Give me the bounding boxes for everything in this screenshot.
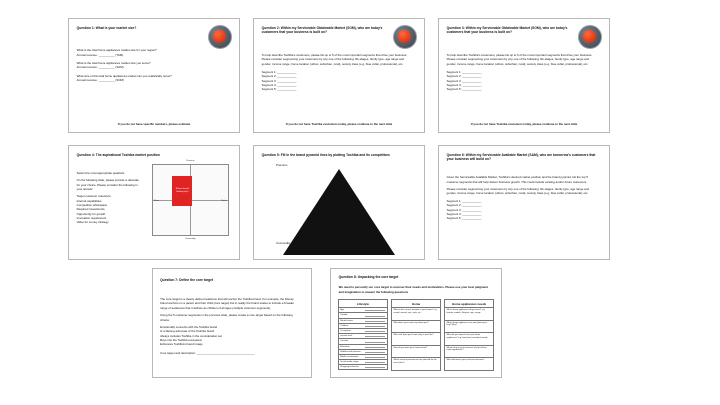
table-row[interactable]: Which home appliances are you planning to buy? Why? [444,321,494,333]
slide-body-line: To help describe Toshiba's customers, please list up to 5 of the most important segments that drive your business. Please consider segmenting your customers by any one of the following: life-stages, family type, age range and gender, income range, home location (urban, suburban, rural), society class (e.g. blue collar, professional), etc. [261,52,408,66]
table-row[interactable]: What influences your purchase decision? [444,358,494,370]
segment-field[interactable]: Segment 4: ____________ [446,211,482,216]
slide-intro: We need to personify our core target to uncover their needs and motivations. Please use your best judgment and imagination to answer the following questions [338,285,488,294]
toshiba-logo-icon [208,25,232,49]
slide-title: Question 1: What is your market size? [76,25,137,30]
slide-thumbnail-7[interactable] [152,268,312,378]
segment-field[interactable]: Segment 1: ____________ [446,69,482,74]
bullet-item: Buys into the Toshiba ecosystem [160,337,203,342]
pyramid-label-bottom: Commodity [276,241,291,246]
slide-body-line: What is the total home appliances market size you serve? [76,61,151,66]
slide-body-line: Please consider segmenting your customers by any one of the following: life-stages, family type, age range and gender, income range, home location (urban, suburban, rural), society class (e.g. blue collar, professional), etc. [446,187,590,196]
bullet-item: Required investments [76,207,105,212]
bullet-item: Internal capabilities [76,198,102,203]
table-column-home-appliances-needs [444,299,494,370]
segment-field[interactable]: Segment 5: ____________ [446,216,482,221]
positioning-quadrant-chart [152,160,229,241]
table-row[interactable]: Income level: [338,334,388,339]
slide-title: Question 3: Within my Serviceable Obtainable Market (SOM), who are today's customers that your business is built on? [446,25,568,35]
bullet-item: Always includes Toshiba in the consideration set [160,333,222,338]
slide-footer: If you do not have Toshiba customers today, please continue to the next slide [285,122,393,127]
table-row[interactable]: Which home improvements are planned for the near future? [391,358,441,370]
bullet-item: Is a lifelong advocate of the Toshiba brand [160,329,215,334]
segment-field[interactable]: Segment 2: ____________ [446,203,482,208]
toshiba-logo-icon [578,25,602,49]
slide-thumbnail-5[interactable] [253,145,425,260]
segment-field[interactable]: Segment 3: ____________ [261,78,297,83]
table-row[interactable]: Gender: [338,313,388,318]
table-row[interactable]: What does your home say about you? [391,321,441,333]
slide-title: Question 8: Unpacking the core target [338,275,399,280]
slide-body-line: The core target is a clearly defined audience that will anchor the Toshiba brand. For example, the Disney brand anchors on a parent and their child (core target) but in reality the brand scales to include a broader range of audiences that it defines as children of all ages (multiple customer segments). [160,297,295,310]
table-row[interactable]: Location: [338,339,388,344]
table-row[interactable]: Occupation: [338,329,388,334]
slide-thumbnail-8[interactable] [330,268,502,378]
table-column-home [391,299,441,370]
slide-body-line: To help describe Toshiba's customers, please list up to 5 of the most important segments that drive your business. Please consider segmenting your customers by any one of the following: life-stages, family type, age range and gender, income range, home location (urban, suburban, rural), society class (e.g. blue collar, professional), etc. [446,52,593,66]
table-row[interactable]: Hobbies and interests: [338,350,388,355]
table-row[interactable]: Children: [338,324,388,329]
segment-field[interactable]: Segment 1: ____________ [446,198,482,203]
toshiba-logo-icon [393,25,417,49]
table-row[interactable]: Where do you go to research and purchase home appliances? [444,346,494,358]
segment-field[interactable]: Segment 2: ____________ [446,74,482,79]
pyramid-label-top: Premium [276,163,288,168]
pyramid-shape [283,169,395,255]
bullet-item: Target customer relevance [76,194,111,199]
bullet-item: Value for money strategy [76,220,109,225]
slide-title: Question 6: Within my Serviceable Available Market (SAM), who are tomorrow's customers that your business will build on? [446,152,596,162]
slide-footer: If you do not have specific numbers, please estimate [117,122,191,127]
segment-field[interactable]: Segment 4: ____________ [446,83,482,88]
quadrant-highlight: Where should Toshiba play? [172,176,191,205]
bullet-item: Emotionally connects with the Toshiba brand [160,324,218,329]
slide-thumbnail-6[interactable] [438,145,610,260]
segment-field[interactable]: Segment 5: ____________ [261,87,297,92]
slide-thumbnail-1[interactable] [68,18,240,133]
slide-body-line: Annual revenue: __________ (TAM) [76,52,124,57]
table-row[interactable]: Media consumption: [338,355,388,360]
table-row[interactable]: Which home appliances do you own? e.g. brands, models, lifespan, age, usage [444,308,494,320]
table-row[interactable]: Marital status: [338,319,388,324]
slide-body-line: What is the total home appliances market size for your region? [76,48,157,53]
segment-field[interactable]: Segment 4: ____________ [261,83,297,88]
slide-title: Question 7: Define the core target [160,277,214,282]
slide-title: Question 2: Within my Serviceable Obtainable Market (SOM), who are today's customers that your business is built on? [261,25,383,35]
segment-field[interactable]: Segment 3: ____________ [446,78,482,83]
slide-thumbnail-4[interactable] [68,145,240,260]
table-column-lifestyle [338,299,388,370]
slide-body-line: Using the 5 customer segments in the previous slide, please create a core target based on the following criteria: [160,313,293,322]
table-row[interactable]: Social media usage: [338,360,388,365]
slide-thumbnail-3[interactable] [438,18,610,133]
slide-thumbnail-2[interactable] [253,18,425,133]
column-header: Home [391,299,441,308]
table-row[interactable]: How do you want your home to feel? [391,346,441,358]
slide-title: Question 4: The aspirational Toshiba market position [76,152,160,157]
core-target-field[interactable]: Core target and description: ____________________________________ [160,350,255,355]
table-row[interactable]: Age: [338,308,388,313]
table-row[interactable]: Shopping behaviour: [338,365,388,370]
quadrant-label-top: Premium [186,160,195,163]
slide-footer: If you do not have Toshiba customers today, please continue to the next slide [470,122,578,127]
segment-field[interactable]: Segment 3: ____________ [446,207,482,212]
brand-pyramid-chart [268,162,411,246]
bullet-item: Enhances Toshiba's brand image [160,342,203,347]
table-row[interactable]: What do you expect from your home appliances? e.g. functional, emotional needs [444,333,494,345]
quadrant-label-bottom: Commodity [185,238,196,241]
quadrant-label-right: Niche [221,200,227,203]
bullet-item: Opportunity for growth [76,211,106,216]
table-row[interactable]: Education: [338,345,388,350]
table-row[interactable]: What is the current situation in your home? e.g. rented, owned, size, style, etc. [391,308,441,320]
table-row[interactable]: What role does your home play in your life? [391,333,441,345]
quadrant-label-left: Mass [154,200,159,203]
segment-field[interactable]: Segment 2: ____________ [261,74,297,79]
slide-body-line: Annual revenue: __________ (SOM) [76,78,124,83]
slide-title: Question 5: Fill in the brand pyramid lines by plotting Toshiba and its competitors [261,152,390,157]
slide-intro: Select the most appropriate quadrant. [76,170,126,175]
slide-body-line: What size of this total home appliances market can you realistically serve? [76,73,172,78]
segment-field[interactable]: Segment 1: ____________ [261,69,297,74]
slide-body-line: Annual revenue: __________ (SAM) [76,65,124,70]
bullet-item: Competitive whitespace [76,203,108,208]
segment-field[interactable]: Segment 5: ____________ [446,87,482,92]
bullet-item: Innovation requirement [76,216,107,221]
column-header: Home appliances needs [444,299,494,308]
core-target-table [338,299,494,370]
slide-instruction: On the following slide, please provide a rationale for your choice. Please consider the following in your answer: [76,178,139,191]
column-header: Lifestyle [338,299,388,308]
slide-body-line: Given the Serviceable Available Market, Toshiba's desired market position and the brand pyramid, list the top 5 customer segments that will help deliver business growth. This could include existing and/or future customers. [446,175,589,184]
